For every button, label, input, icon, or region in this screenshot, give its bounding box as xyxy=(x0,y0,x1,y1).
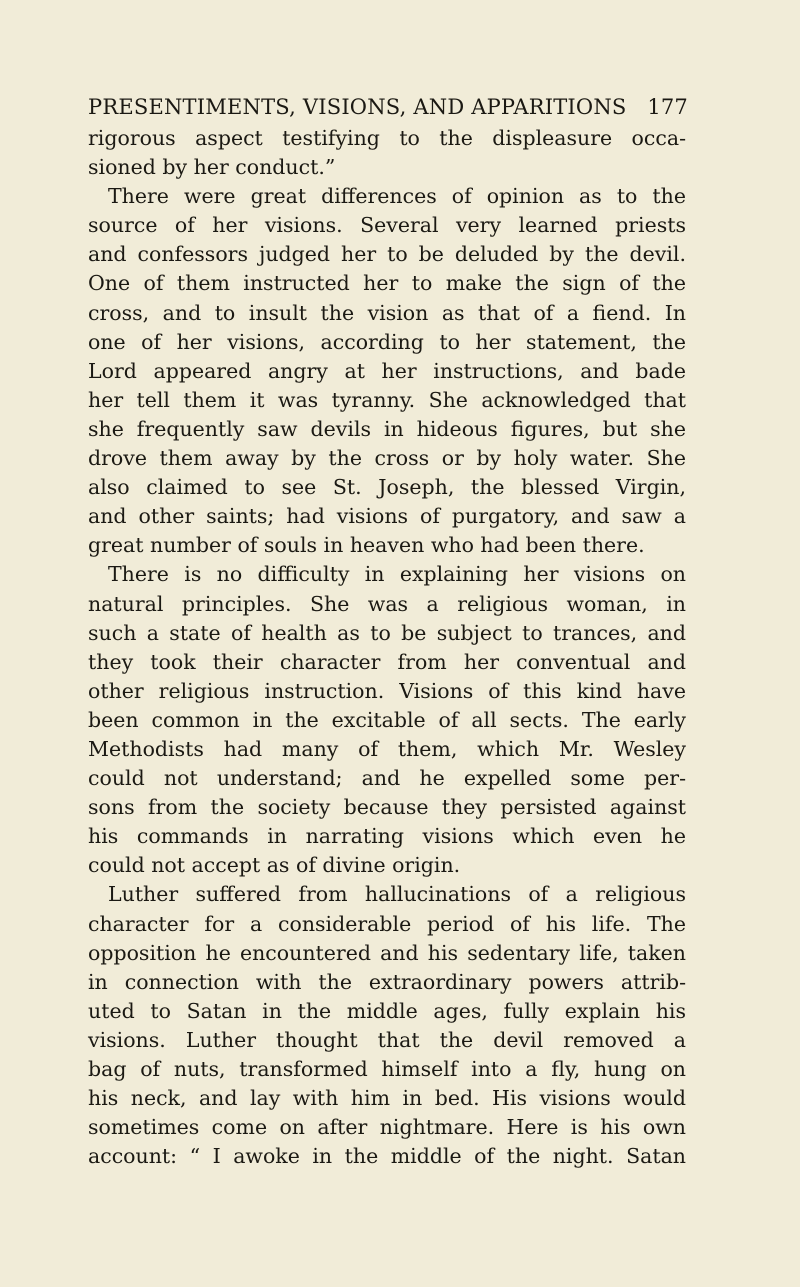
text-line: his neck, and lay with him in bed. His visions would xyxy=(88,1086,686,1111)
text-line: visions. Luther thought that the devil removed a xyxy=(88,1027,686,1052)
paragraph-start-line: There is no difficulty in explaining her visions on xyxy=(108,562,686,587)
text-line: could not understand; and he expelled some per- xyxy=(88,766,686,791)
paragraph-start-line: Luther suffered from hallucinations of a religious xyxy=(108,882,686,907)
text-line: uted to Satan in the middle ages, fully explain his xyxy=(88,998,686,1023)
text-line: she frequently saw devils in hideous figures, but she xyxy=(88,416,686,441)
text-line: bag of nuts, transformed himself into a fly, hung on xyxy=(88,1057,686,1081)
running-title: PRESENTIMENTS, VISIONS, AND APPARITIONS xyxy=(88,95,627,119)
text-line: One of them instructed her to make the sign of the xyxy=(88,271,686,296)
text-line: great number of souls in heaven who had been there. xyxy=(88,533,645,558)
text-line: her tell them it was tyranny. She acknowledged that xyxy=(88,387,686,412)
text-line: and other saints; had visions of purgatory, and saw a xyxy=(88,504,686,529)
text-line: opposition he encountered and his sedentary life, taken xyxy=(88,940,686,965)
text-line: cross, and to insult the vision as that of a fiend. In xyxy=(88,300,686,325)
text-line: other religious instruction. Visions of this kind have xyxy=(88,678,686,703)
text-line: rigorous aspect testifying to the displeasure occa- xyxy=(88,126,686,150)
text-line: they took their character from her conventual and xyxy=(88,649,686,674)
text-line: one of her visions, according to her statement, the xyxy=(88,329,686,354)
text-line: Lord appeared angry at her instructions, and bade xyxy=(88,358,686,383)
text-line: source of her visions. Several very learned priests xyxy=(88,213,686,238)
text-line: sioned by her conduct.” xyxy=(88,155,336,180)
paragraph-start-line: There were great differences of opinion as to the xyxy=(108,184,686,209)
text-line: been common in the excitable of all sects. The early xyxy=(88,707,686,732)
page-number: 177 xyxy=(647,95,688,119)
text-line: Methodists had many of them, which Mr. Wesley xyxy=(88,736,686,761)
text-line: in connection with the extraordinary powers attrib- xyxy=(88,969,686,994)
text-line: also claimed to see St. Joseph, the blessed Virgin, xyxy=(88,475,686,500)
text-line: sometimes come on after nightmare. Here is his own xyxy=(88,1115,686,1140)
text-line: and confessors judged her to be deluded by the devil. xyxy=(88,242,686,267)
text-line: could not accept as of divine origin. xyxy=(88,853,461,878)
text-line: sons from the society because they persisted against xyxy=(88,795,686,820)
text-line: natural principles. She was a religious woman, in xyxy=(88,591,686,616)
text-line: such a state of health as to be subject to trances, and xyxy=(88,620,686,645)
text-line: his commands in narrating visions which even he xyxy=(88,824,686,849)
body-text xyxy=(88,124,686,1171)
text-line: character for a considerable period of his life. The xyxy=(88,911,686,936)
text-line: account: “ I awoke in the middle of the night. Satan xyxy=(88,1144,686,1169)
running-head xyxy=(88,95,688,125)
text-line: drove them away by the cross or by holy water. She xyxy=(88,446,686,471)
